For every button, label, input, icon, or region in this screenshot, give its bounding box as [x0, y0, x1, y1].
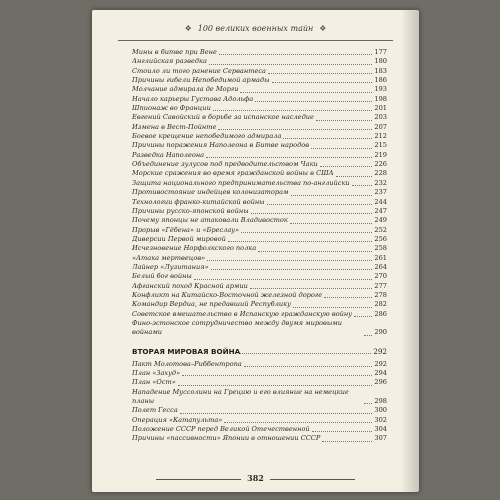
dot-leader	[258, 251, 372, 252]
toc-entry-page: 212	[374, 132, 387, 141]
toc-entry-title: Причины гибели Непобедимой армады	[132, 76, 270, 85]
section-page: 292	[373, 346, 387, 356]
toc-entry	[132, 76, 387, 85]
toc-entry-title: Мины в битве при Вене	[132, 48, 217, 56]
toc-entry	[132, 425, 387, 434]
right-ornament-icon: ❖	[319, 24, 327, 33]
toc-entry	[132, 319, 387, 338]
toc-entry-title: Причины поражения Наполеона в Битве народов	[132, 141, 310, 150]
page-shadow	[401, 10, 419, 492]
toc-entry-page: 302	[374, 415, 387, 424]
toc-entry-page: 203	[374, 113, 387, 122]
toc-entry-title: Прорыв «Гёбена» и «Бреслау»	[132, 225, 240, 234]
toc-entry-title: Молчание адмирала де Морги	[132, 85, 239, 94]
toc-entry-page: 177	[374, 48, 387, 56]
toc-entry-title: Советское вмешательство в Испанскую гражданскую войну	[132, 309, 353, 318]
toc-entry-page: 286	[374, 309, 387, 318]
toc-entry-page: 270	[374, 272, 387, 281]
dot-leader	[228, 241, 373, 242]
toc-entry-title: Пакт Молотова–Риббентропа	[132, 359, 242, 368]
toc-entry-title: Морские сражения во время гражданской войны в США	[132, 169, 334, 178]
toc-entry-page: 219	[374, 150, 387, 159]
dot-leader	[255, 101, 372, 102]
toc-entry-title: Исчезновение Норфолкского полка	[132, 244, 257, 253]
toc-entry	[132, 272, 387, 281]
section-heading	[132, 344, 387, 357]
toc-entry-page: 294	[374, 369, 387, 377]
toc-entry	[132, 235, 387, 244]
dot-leader	[213, 110, 373, 111]
footer-rule-right	[270, 479, 355, 480]
toc-entry-title: Технологии франко-китайской войны	[132, 197, 265, 206]
dot-leader	[272, 82, 373, 83]
header-title: 100 великих военных тайн	[197, 24, 314, 33]
toc-entry-title: Измена в Вест-Пойнте	[132, 122, 217, 131]
toc-entry-title: Конфликт на Китайско-Восточной железной дороге	[132, 290, 323, 299]
toc-entry	[132, 244, 387, 253]
toc-entry-page: 186	[374, 76, 387, 85]
toc-entry-title: Шпионаж во Франции	[132, 104, 211, 113]
toc-entry	[132, 57, 387, 66]
dot-leader	[209, 64, 372, 65]
toc-entry	[132, 300, 387, 309]
left-ornament-icon: ❖	[184, 24, 192, 33]
dot-leader	[290, 223, 373, 224]
book-page	[92, 10, 419, 492]
dot-leader	[336, 176, 373, 177]
toc-entry-page: 300	[374, 406, 387, 415]
toc-entry-page: 193	[374, 85, 387, 94]
toc-entry	[132, 263, 387, 272]
toc-entry	[132, 310, 387, 319]
toc-entry	[132, 406, 387, 415]
toc-entry-title: План «Ост»	[132, 378, 176, 387]
toc-entry-page: 264	[374, 262, 387, 271]
dot-leader	[211, 269, 373, 270]
toc-entry-title: План «Захуд»	[132, 369, 181, 377]
toc-entry	[132, 378, 387, 387]
toc-entry-page: 296	[374, 378, 387, 387]
toc-entry	[132, 226, 387, 235]
footer-rule-left	[156, 479, 241, 480]
dot-leader	[352, 185, 373, 186]
toc-entry	[132, 151, 387, 160]
toc-entry-page: 232	[374, 178, 387, 187]
toc-entry-title: Противостояние индейцев колонизаторам	[132, 188, 289, 197]
table-of-contents	[132, 48, 387, 444]
page-footer	[92, 473, 419, 483]
toc-entry-title: Начало карьеры Густава Адольфа	[132, 94, 254, 103]
toc-entry-page: 298	[374, 397, 387, 406]
dot-leader	[291, 195, 373, 196]
toc-entry-page: 290	[374, 328, 387, 337]
toc-entry-page: 226	[374, 160, 387, 169]
toc-entry-page: 207	[374, 122, 387, 131]
dot-leader	[364, 403, 372, 404]
page-number: 382	[247, 473, 264, 483]
toc-entry	[132, 85, 387, 94]
toc-entry-title: Командир Вердиа, не предавший Республику	[132, 300, 291, 309]
toc-entry	[132, 291, 387, 300]
toc-entry-title: Разведка Наполеона	[132, 150, 205, 159]
toc-entry	[132, 388, 387, 407]
dot-leader	[324, 297, 372, 298]
toc-entry-title: Фино-эстонское сотрудничество между двумя мировыми войнами	[132, 318, 342, 337]
toc-entry-title: Причины русско-японской войны	[132, 206, 249, 215]
toc-entry	[132, 48, 387, 57]
toc-part-2	[132, 360, 387, 444]
toc-entry	[132, 198, 387, 207]
toc-entry-page: 198	[374, 94, 387, 103]
toc-entry	[132, 434, 387, 443]
dot-leader	[268, 73, 372, 74]
dot-leader	[322, 441, 372, 442]
dot-leader	[180, 413, 373, 414]
dot-leader	[244, 366, 373, 367]
dot-leader	[240, 353, 371, 354]
dot-leader	[283, 138, 372, 139]
dot-leader	[241, 232, 372, 233]
toc-part-1	[132, 48, 387, 338]
toc-entry	[132, 188, 387, 197]
dot-leader	[320, 166, 373, 167]
dot-leader	[267, 204, 373, 205]
toc-entry-title: Полет Гесса	[132, 406, 178, 415]
dot-leader	[354, 316, 372, 317]
dot-leader	[194, 279, 373, 280]
toc-entry-title: Боевое крещение непобедимого адмирала	[132, 132, 282, 141]
toc-entry-title: Стоило ли того ранение Сервантеса	[132, 66, 266, 75]
toc-entry-title: Диверсии Первой мировой	[132, 234, 226, 243]
toc-entry-page: 277	[374, 281, 387, 290]
dot-leader	[218, 129, 372, 130]
toc-entry	[132, 179, 387, 188]
toc-entry-title: Афганский поход Красной армии	[132, 281, 248, 290]
dot-leader	[207, 260, 372, 261]
dot-leader	[219, 54, 373, 55]
dot-leader	[364, 335, 372, 336]
toc-entry-page: 183	[374, 66, 387, 75]
toc-entry	[132, 113, 387, 122]
toc-entry	[132, 254, 387, 263]
dot-leader	[240, 92, 372, 93]
toc-entry	[132, 169, 387, 178]
dot-leader	[206, 157, 372, 158]
toc-entry-page: 247	[374, 206, 387, 215]
toc-entry-page: 237	[374, 188, 387, 197]
toc-entry-page: 258	[374, 244, 387, 253]
toc-entry-page: 307	[374, 434, 387, 443]
toc-entry-page: 201	[374, 104, 387, 113]
toc-entry-title: Белый бог войны	[132, 272, 192, 281]
toc-entry-title: Нападение Муссолини на Грецию и его влияние на немецкие планы	[132, 387, 349, 406]
dot-leader	[316, 120, 372, 121]
dot-leader	[251, 213, 373, 214]
dot-leader	[178, 385, 373, 386]
dot-leader	[311, 148, 372, 149]
toc-entry-title: Английская разведка	[132, 57, 207, 66]
toc-entry-title: Почему японцы не атаковали Владивосток	[132, 216, 288, 225]
toc-entry-title: Причины «пассивности» Японии в отношении СССР	[132, 434, 321, 443]
toc-entry-title: «Атака мертвецов»	[132, 253, 206, 262]
toc-entry	[132, 369, 387, 378]
toc-entry-title: Лайнер «Лузитания»	[132, 262, 209, 271]
toc-entry-page: 244	[374, 197, 387, 206]
toc-entry	[132, 104, 387, 113]
toc-entry	[132, 360, 387, 369]
toc-entry	[132, 141, 387, 150]
toc-entry-title: Операция «Катапульта»	[132, 415, 223, 424]
toc-entry-page: 215	[374, 141, 387, 150]
toc-entry-page: 261	[374, 253, 387, 262]
dot-leader	[250, 288, 373, 289]
running-header	[92, 24, 419, 33]
toc-entry-title: Положение СССР перед Великой Отечественной	[132, 425, 310, 434]
toc-entry	[132, 132, 387, 141]
toc-entry-page: 228	[374, 169, 387, 178]
toc-entry	[132, 95, 387, 104]
dot-leader	[312, 431, 373, 432]
toc-entry	[132, 160, 387, 169]
toc-entry-page: 180	[374, 57, 387, 66]
dot-leader	[182, 375, 372, 376]
dot-leader	[224, 422, 372, 423]
toc-entry-title: Евгений Савойский в борьбе за испанское наследие	[132, 113, 314, 122]
dot-leader	[293, 307, 373, 308]
header-rule	[118, 40, 393, 41]
toc-entry	[132, 207, 387, 216]
toc-entry-title: Объединение зулусов под предводительством Чаки	[132, 160, 318, 169]
toc-entry-title: Защита национального предпринимательства по-английски	[132, 178, 350, 187]
toc-entry	[132, 282, 387, 291]
toc-entry-page: 252	[374, 225, 387, 234]
toc-entry-page: 282	[374, 300, 387, 309]
section-title: ВТОРАЯ МИРОВАЯ ВОЙНА	[132, 346, 241, 356]
toc-entry-page: 292	[374, 359, 387, 368]
toc-entry-page: 278	[374, 290, 387, 299]
toc-entry	[132, 67, 387, 76]
toc-entry-page: 304	[374, 425, 387, 434]
toc-entry	[132, 416, 387, 425]
toc-entry	[132, 123, 387, 132]
toc-entry-page: 249	[374, 216, 387, 225]
toc-entry	[132, 216, 387, 225]
toc-entry-page: 256	[374, 234, 387, 243]
